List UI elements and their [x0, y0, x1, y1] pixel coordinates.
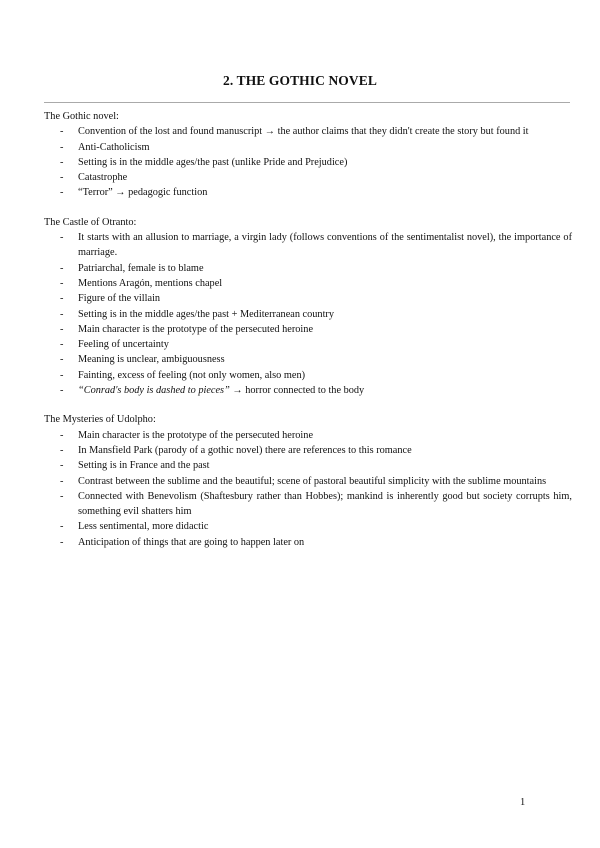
- list-item-text: Anti-Catholicism: [78, 141, 150, 153]
- list-item-text: Fainting, excess of feeling (not only women, also men): [78, 369, 306, 381]
- list-item-text: Mentions Aragón, mentions chapel: [78, 277, 223, 289]
- section-mysteries-of-udolpho: [44, 412, 572, 550]
- list-item-text: Setting is in the middle ages/the past + Mediterranean country: [78, 308, 335, 320]
- section-heading: The Castle of Otranto:: [44, 216, 137, 228]
- dash-bullet: -: [60, 490, 64, 502]
- list-item: [44, 155, 572, 170]
- dash-bullet: -: [60, 339, 64, 351]
- italic-quote: “Conrad's body is dashed to pieces”: [78, 385, 230, 397]
- page-number: 1: [520, 797, 526, 808]
- list-item: [44, 535, 572, 550]
- list-item-text: It starts with an allusion to marriage, a virgin lady (follows conventions of the sentimentalist novel), the importance of marriage.: [78, 232, 572, 259]
- list-item: [44, 170, 572, 185]
- list-item: [44, 337, 572, 352]
- bullet-list: [44, 124, 572, 200]
- dash-bullet: -: [60, 172, 64, 184]
- bullet-list: [44, 230, 572, 398]
- dash-bullet: -: [60, 444, 64, 456]
- list-item-text: Main character is the prototype of the persecuted heroine: [78, 323, 314, 335]
- list-item-text: Convention of the lost and found manuscript → the author claims that they didn't create the story but found it: [78, 126, 529, 138]
- list-item-text: Feeling of uncertainty: [78, 339, 169, 351]
- section-castle-of-otranto: [44, 215, 572, 399]
- dash-bullet: -: [60, 429, 64, 441]
- dash-bullet: -: [60, 277, 64, 289]
- list-item: [44, 443, 572, 458]
- dash-bullet: -: [60, 323, 64, 335]
- list-item: [44, 368, 572, 383]
- list-item: [44, 458, 572, 473]
- list-item-text: Connected with Benevolism (Shaftesbury rather than Hobbes); mankind is inherently good but society corrupts him, something evil shatters him: [78, 490, 572, 518]
- document-body: [44, 109, 572, 564]
- list-item: [44, 140, 572, 155]
- dash-bullet: -: [60, 369, 64, 381]
- list-item-text: Figure of the villain: [78, 293, 161, 305]
- list-item: [44, 276, 572, 291]
- bullet-list: [44, 428, 572, 550]
- section-heading: The Gothic novel:: [44, 111, 119, 122]
- list-item: [44, 383, 572, 398]
- list-item-text: Meaning is unclear, ambiguousness: [78, 354, 225, 366]
- dash-bullet: -: [60, 308, 64, 320]
- list-item-text: Less sentimental, more didactic: [78, 521, 209, 533]
- list-item: [44, 261, 572, 276]
- dash-bullet: -: [60, 126, 64, 138]
- list-item: [44, 185, 572, 200]
- dash-bullet: -: [60, 475, 64, 487]
- list-item-text: Setting is in France and the past: [78, 460, 210, 472]
- list-item: [44, 124, 572, 139]
- dash-bullet: -: [60, 460, 64, 472]
- list-item-text: Patriarchal, female is to blame: [78, 262, 204, 274]
- title-divider: [44, 102, 570, 103]
- section-gothic-novel: [44, 109, 572, 201]
- list-item: [44, 428, 572, 443]
- list-item-text: Main character is the prototype of the persecuted heroine: [78, 429, 314, 441]
- list-item: [44, 291, 572, 306]
- dash-bullet: -: [60, 156, 64, 168]
- list-item: [44, 322, 572, 337]
- list-item-text: In Mansfield Park (parody of a gothic novel) there are references to this romance: [78, 444, 412, 456]
- list-item-text: Contrast between the sublime and the beautiful; scene of pastoral beautiful simplicity with the sublime mountains: [78, 475, 547, 487]
- dash-bullet: -: [60, 141, 64, 153]
- list-item: [44, 519, 572, 534]
- list-item-text: “Terror” → pedagogic function: [78, 187, 208, 199]
- list-item: [44, 489, 572, 520]
- dash-bullet: -: [60, 187, 64, 199]
- section-heading: The Mysteries of Udolpho:: [44, 414, 156, 426]
- dash-bullet: -: [60, 262, 64, 274]
- dash-bullet: -: [60, 293, 64, 305]
- list-item: [44, 352, 572, 367]
- list-item: [44, 307, 572, 322]
- list-item-text: Catastrophe: [78, 172, 128, 184]
- dash-bullet: -: [60, 521, 64, 533]
- dash-bullet: -: [60, 354, 64, 366]
- list-item-text: → horror connected to the body: [229, 385, 365, 397]
- page-title: 2. THE GOTHIC NOVEL: [223, 73, 377, 88]
- list-item-text: Setting is in the middle ages/the past (unlike Pride and Prejudice): [78, 156, 348, 168]
- list-item: [44, 230, 572, 261]
- dash-bullet: -: [60, 385, 64, 397]
- dash-bullet: -: [60, 536, 64, 548]
- list-item-text: Anticipation of things that are going to happen later on: [78, 536, 305, 548]
- dash-bullet: -: [60, 232, 64, 244]
- list-item: [44, 474, 572, 489]
